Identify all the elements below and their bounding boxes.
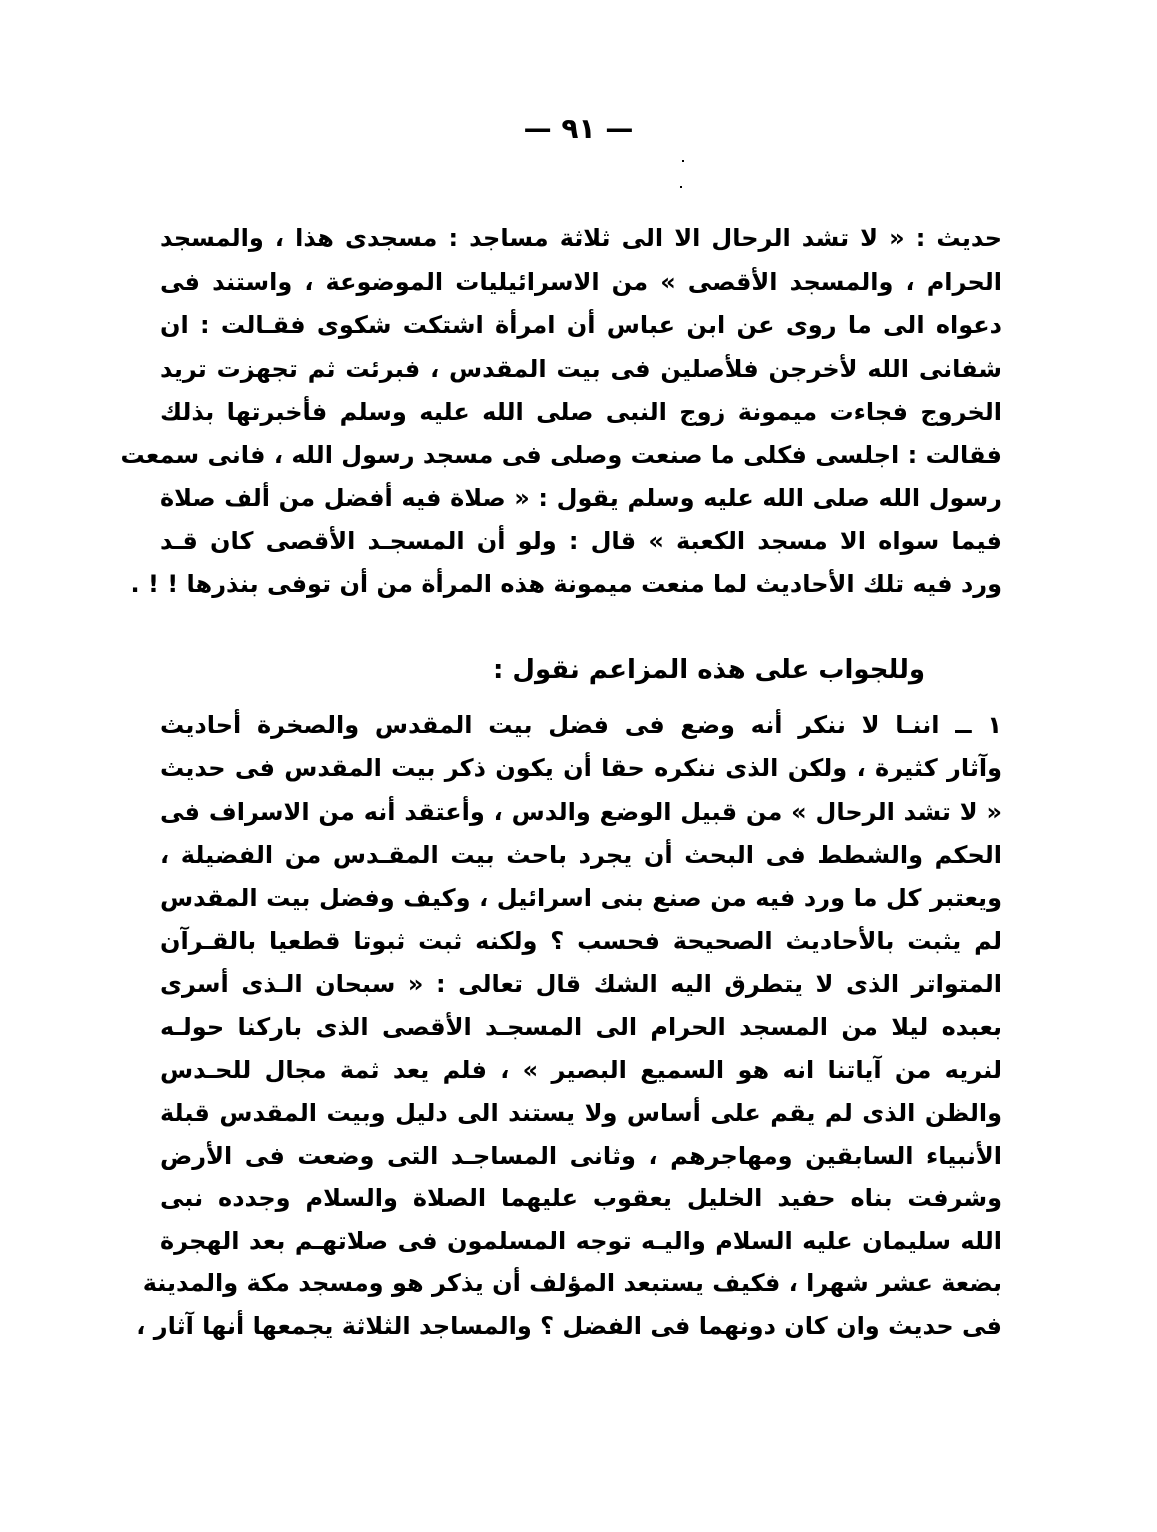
text-line: ١ ــ اننـا لا ننكر أنه وضع فى فضل بيت المقدس والصخرة أحاديث (160, 711, 1002, 739)
text-line: وآثار كثيرة ، ولكن الذى ننكره حقا أن يكون ذكر بيت المقدس فى حديث (160, 754, 1002, 782)
text-line: الأنبياء السابقين ومهاجرهم ، وثانى المساجـد التى وضعت فى الأرض (160, 1142, 1002, 1170)
text-line: بضعة عشر شهرا ، فكيف يستبعد المؤلف أن يذكر هو ومسجد مكة والمدينة (142, 1269, 1002, 1297)
page-number: — ٩١ — (523, 112, 634, 145)
text-line: رسول الله صلى الله عليه وسلم يقول : « صلاة فيه أفضل من ألف صلاة (160, 484, 1002, 512)
text-line: الحرام ، والمسجد الأقصى » من الاسرائيليات الموضوعة ، واستند فى (160, 268, 1002, 296)
text-line: بعبده ليلا من المسجد الحرام الى المسجـد الأقصى الذى باركنا حولـه (160, 1013, 1002, 1041)
text-line: الله سليمان عليه السلام واليـه توجه المسلمون فى صلاتهـم بعد الهجرة (160, 1227, 1002, 1255)
text-line: لنريه من آياتنا انه هو السميع البصير » ، فلم يعد ثمة مجال للحـدس (160, 1056, 1002, 1084)
text-line: حديث : « لا تشد الرحال الا الى ثلاثة مساجد : مسجدى هذا ، والمسجد (160, 224, 1002, 252)
text-line: فيما سواه الا مسجد الكعبة » قال : ولو أن المسجـد الأقصى كان قـد (160, 527, 1002, 555)
text-line: وشرفت بناه حفيد الخليل يعقوب عليهما الصلاة والسلام وجدده نبى (160, 1184, 1002, 1212)
text-line: الخروج فجاءت ميمونة زوج النبى صلى الله عليه وسلم فأخبرتها بذلك (160, 398, 1002, 426)
text-line: « لا تشد الرحال » من قبيل الوضع والدس ، وأعتقد أنه من الاسراف فى (160, 798, 1002, 826)
scan-speck (680, 186, 682, 188)
text-line: دعواه الى ما روى عن ابن عباس أن امرأة اشتكت شكوى فقـالت : ان (160, 311, 1002, 339)
text-line: ورد فيه تلك الأحاديث لما منعت ميمونة هذه المرأة من أن توفى بنذرها ! ! . (130, 570, 1002, 598)
text-line: والظن الذى لم يقم على أساس ولا يستند الى دليل وبيت المقدس قبلة (160, 1099, 1002, 1127)
text-line: فقالت : اجلسى فكلى ما صنعت وصلى فى مسجد رسول الله ، فانى سمعت (120, 441, 1002, 469)
scan-speck (682, 160, 684, 162)
text-line: المتواتر الذى لا يتطرق اليه الشك قال تعالى : « سبحان الـذى أسرى (160, 970, 1002, 998)
text-line: الحكم والشطط فى البحث أن يجرد باحث بيت المقـدس من الفضيلة ، (160, 841, 1002, 869)
text-line: فى حديث وان كان دونهما فى الفضل ؟ والمساجد الثلاثة يجمعها أنها آثار ، (136, 1312, 1002, 1340)
section-heading: وللجواب على هذه المزاعم نقول : (492, 655, 925, 685)
text-line: ويعتبر كل ما ورد فيه من صنع بنى اسرائيل ، وكيف وفضل بيت المقدس (160, 884, 1002, 912)
text-line: شفانى الله لأخرجن فلأصلين فى بيت المقدس ، فبرئت ثم تجهزت تريد (160, 355, 1002, 383)
text-line: لم يثبت بالأحاديث الصحيحة فحسب ؟ ولكنه ثبت ثبوتا قطعيا بالقـرآن (160, 927, 1002, 955)
